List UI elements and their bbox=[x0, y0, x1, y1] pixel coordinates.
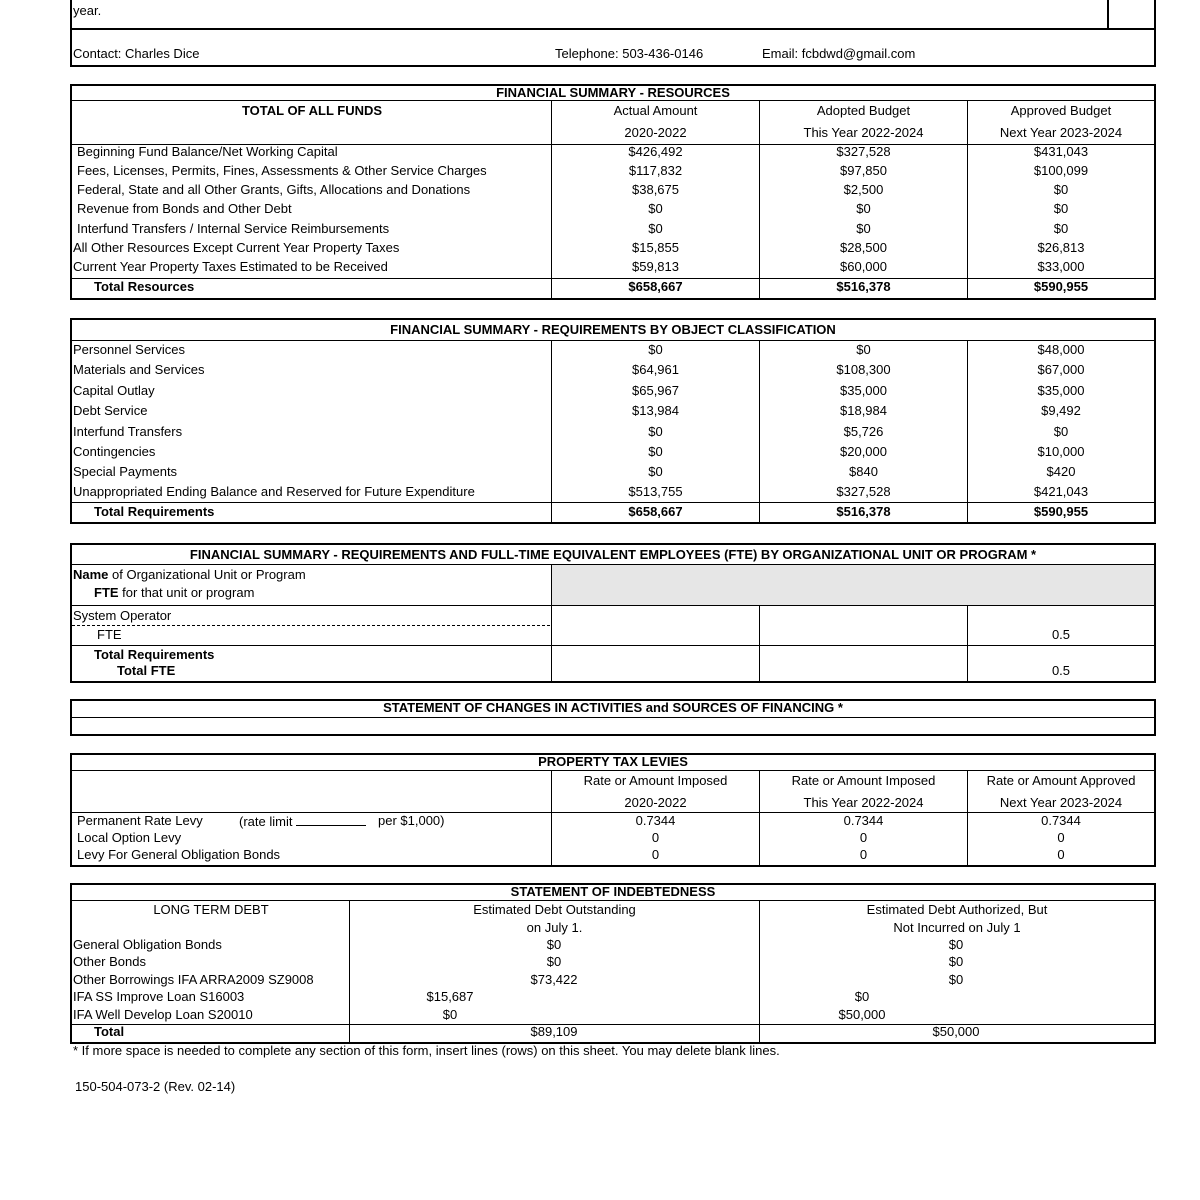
requirements-row-value: $327,528 bbox=[836, 484, 891, 499]
requirements-row-label: Contingencies bbox=[73, 444, 156, 459]
requirements-row-label: Capital Outlay bbox=[73, 383, 155, 398]
requirements-row-value: $10,000 bbox=[1037, 444, 1085, 459]
requirements-row-label: Interfund Transfers bbox=[73, 424, 183, 439]
contact-email: Email: fcbdwd@gmail.com bbox=[762, 46, 916, 61]
debt-row-outstanding: $0 bbox=[442, 1007, 458, 1022]
debt-row-label: General Obligation Bonds bbox=[73, 937, 222, 952]
levy-row-value: 0 bbox=[1057, 847, 1065, 862]
levy-row-value: 0 bbox=[859, 847, 868, 862]
debt-row-outstanding: $73,422 bbox=[530, 972, 578, 987]
requirements-row-value: $0 bbox=[648, 464, 663, 479]
debt-label-header: LONG TERM DEBT bbox=[153, 902, 269, 917]
resources-row-value: $431,043 bbox=[1033, 144, 1089, 159]
debt-col2-header-line1: Estimated Debt Authorized, But bbox=[866, 902, 1048, 917]
resources-row-value: $26,813 bbox=[1037, 240, 1085, 255]
levy-row-value: 0 bbox=[859, 830, 868, 845]
requirements-row-value: $35,000 bbox=[1037, 383, 1085, 398]
requirements-row-value: $20,000 bbox=[840, 444, 887, 459]
resources-row-label: Beginning Fund Balance/Net Working Capital bbox=[77, 144, 338, 159]
rate-limit-label: (rate limit bbox=[239, 814, 366, 829]
requirements-row-value: $513,755 bbox=[628, 484, 683, 499]
requirements-row-value: $65,967 bbox=[632, 383, 679, 398]
requirements-total-value: $658,667 bbox=[628, 504, 683, 519]
requirements-total-value: $516,378 bbox=[836, 504, 891, 519]
debt-row-authorized: $0 bbox=[854, 989, 870, 1004]
requirements-title: FINANCIAL SUMMARY - REQUIREMENTS BY OBJECT CLASSIFICATION bbox=[390, 322, 836, 337]
requirements-row-value: $0 bbox=[856, 342, 871, 357]
debt-col2-header-line2: Not Incurred on July 1 bbox=[893, 920, 1021, 935]
requirements-row-value: $18,984 bbox=[840, 403, 887, 418]
requirements-row-value: $48,000 bbox=[1037, 342, 1085, 357]
requirements-row-value: $64,961 bbox=[632, 362, 679, 377]
requirements-total-label: Total Requirements bbox=[94, 504, 215, 519]
debt-row-outstanding: $0 bbox=[546, 937, 562, 952]
levies-col-header: Rate or Amount Imposed bbox=[583, 773, 728, 788]
resources-col-header: Actual Amount bbox=[613, 103, 698, 118]
fte-title: FINANCIAL SUMMARY - REQUIREMENTS AND FULL-TIME EQUIVALENT EMPLOYEES (FTE) BY ORGANIZATIONAL UNIT OR PROGRAM * bbox=[189, 547, 1037, 562]
resources-row-value: $33,000 bbox=[1037, 259, 1085, 274]
levy-row-label: Local Option Levy bbox=[77, 830, 182, 845]
debt-total-outstanding: $89,109 bbox=[530, 1024, 578, 1039]
requirements-row-value: $35,000 bbox=[840, 383, 887, 398]
footnote: * If more space is needed to complete any section of this form, insert lines (rows) on this sheet. You may delete blank lines. bbox=[73, 1043, 780, 1058]
permanent-rate-levy-value: 0.7344 bbox=[843, 813, 884, 828]
resources-col-header: Approved Budget bbox=[1010, 103, 1112, 118]
resources-total-value: $658,667 bbox=[628, 279, 683, 294]
levies-col-header-year: 2020-2022 bbox=[624, 795, 687, 810]
resources-row-label: Current Year Property Taxes Estimated to be Received bbox=[73, 259, 388, 274]
contact-name: Contact: Charles Dice bbox=[73, 46, 200, 61]
statement-changes-title: STATEMENT OF CHANGES IN ACTIVITIES and SOURCES OF FINANCING * bbox=[383, 700, 843, 715]
year-fragment: year. bbox=[73, 3, 102, 18]
resources-row-value: $0 bbox=[856, 201, 871, 216]
resources-row-value: $117,832 bbox=[628, 163, 683, 178]
debt-row-authorized: $0 bbox=[948, 937, 964, 952]
resources-row-label: Revenue from Bonds and Other Debt bbox=[77, 201, 292, 216]
requirements-row-label: Debt Service bbox=[73, 403, 148, 418]
resources-row-value: $0 bbox=[1053, 182, 1069, 197]
levy-row-value: 0 bbox=[651, 830, 660, 845]
resources-row-value: $100,099 bbox=[1033, 163, 1089, 178]
resources-row-value: $0 bbox=[648, 201, 663, 216]
debt-row-authorized: $0 bbox=[948, 972, 964, 987]
resources-row-value: $0 bbox=[1053, 221, 1069, 236]
resources-row-label: Fees, Licenses, Permits, Fines, Assessments & Other Service Charges bbox=[77, 163, 487, 178]
requirements-row-value: $108,300 bbox=[836, 362, 891, 377]
fte-unit-fte-value: 0.5 bbox=[1051, 627, 1071, 642]
fte-unit-fte-label: FTE bbox=[97, 627, 122, 642]
resources-title: FINANCIAL SUMMARY - RESOURCES bbox=[496, 85, 730, 100]
resources-row-value: $327,528 bbox=[836, 144, 891, 159]
resources-row-value: $60,000 bbox=[840, 259, 887, 274]
fte-unit-name: System Operator bbox=[73, 608, 172, 623]
resources-row-value: $426,492 bbox=[628, 144, 683, 159]
contact-telephone: Telephone: 503-436-0146 bbox=[555, 46, 704, 61]
resources-total-value: $516,378 bbox=[836, 279, 891, 294]
fte-total-fte-label: Total FTE bbox=[117, 663, 176, 678]
fte-total-requirements-label: Total Requirements bbox=[94, 647, 215, 662]
requirements-row-label: Materials and Services bbox=[73, 362, 205, 377]
debt-title: STATEMENT OF INDEBTEDNESS bbox=[510, 884, 716, 899]
fte-fte-header: FTE for that unit or program bbox=[94, 585, 255, 600]
debt-col1-header-line2: on July 1. bbox=[526, 920, 583, 935]
resources-row-value: $97,850 bbox=[840, 163, 887, 178]
debt-row-authorized: $50,000 bbox=[838, 1007, 886, 1022]
resources-row-value: $0 bbox=[856, 221, 871, 236]
requirements-row-label: Unappropriated Ending Balance and Reserved for Future Expenditure bbox=[73, 484, 475, 499]
requirements-row-value: $421,043 bbox=[1033, 484, 1089, 499]
resources-total-label: Total Resources bbox=[94, 279, 195, 294]
levy-row-label: Levy For General Obligation Bonds bbox=[77, 847, 281, 862]
debt-row-authorized: $0 bbox=[948, 954, 964, 969]
levy-row-value: 0 bbox=[651, 847, 660, 862]
requirements-row-value: $0 bbox=[648, 444, 663, 459]
fte-total-fte-value: 0.5 bbox=[1051, 663, 1071, 678]
resources-col-header: Adopted Budget bbox=[816, 103, 911, 118]
levies-col-header-year: This Year 2022-2024 bbox=[803, 795, 924, 810]
levies-col-header: Rate or Amount Imposed bbox=[791, 773, 936, 788]
resources-total-value: $590,955 bbox=[1033, 279, 1089, 294]
resources-col-header-year: This Year 2022-2024 bbox=[803, 125, 924, 140]
debt-col1-header-line1: Estimated Debt Outstanding bbox=[473, 902, 636, 917]
form-number: 150-504-073-2 (Rev. 02-14) bbox=[75, 1079, 236, 1094]
permanent-rate-levy-value: 0.7344 bbox=[1041, 813, 1081, 828]
requirements-row-value: $67,000 bbox=[1037, 362, 1085, 377]
requirements-row-value: $5,726 bbox=[843, 424, 884, 439]
resources-row-value: $0 bbox=[1053, 201, 1069, 216]
debt-row-label: Other Borrowings IFA ARRA2009 SZ9008 bbox=[73, 972, 314, 987]
levies-col-header: Rate or Amount Approved bbox=[986, 773, 1136, 788]
resources-col-header-year: 2020-2022 bbox=[624, 125, 687, 140]
levy-row-value: 0 bbox=[1057, 830, 1065, 845]
requirements-row-value: $420 bbox=[1046, 464, 1076, 479]
resources-label-header: TOTAL OF ALL FUNDS bbox=[241, 103, 383, 118]
requirements-row-value: $9,492 bbox=[1041, 403, 1081, 418]
levies-title: PROPERTY TAX LEVIES bbox=[538, 754, 688, 769]
resources-row-value: $2,500 bbox=[843, 182, 884, 197]
requirements-total-value: $590,955 bbox=[1033, 504, 1089, 519]
debt-row-label: Other Bonds bbox=[73, 954, 146, 969]
resources-row-label: Federal, State and all Other Grants, Gifts, Allocations and Donations bbox=[77, 182, 471, 197]
debt-total-label: Total bbox=[94, 1024, 125, 1039]
requirements-row-label: Special Payments bbox=[73, 464, 178, 479]
debt-row-outstanding: $0 bbox=[546, 954, 562, 969]
permanent-rate-levy-value: 0.7344 bbox=[635, 813, 676, 828]
resources-row-label: Interfund Transfers / Internal Service Reimbursements bbox=[77, 221, 390, 236]
resources-row-value: $0 bbox=[648, 221, 663, 236]
resources-col-header-year: Next Year 2023-2024 bbox=[999, 125, 1123, 140]
requirements-row-value: $0 bbox=[1053, 424, 1069, 439]
requirements-row-label: Personnel Services bbox=[73, 342, 185, 357]
debt-row-label: IFA SS Improve Loan S16003 bbox=[73, 989, 245, 1004]
levies-col-header-year: Next Year 2023-2024 bbox=[999, 795, 1123, 810]
requirements-row-value: $840 bbox=[849, 464, 878, 479]
resources-row-label: All Other Resources Except Current Year Property Taxes bbox=[73, 240, 400, 255]
resources-row-value: $38,675 bbox=[632, 182, 679, 197]
per-1000-label: per $1,000) bbox=[378, 813, 445, 828]
resources-row-value: $59,813 bbox=[632, 259, 679, 274]
requirements-row-value: $0 bbox=[648, 424, 663, 439]
debt-row-label: IFA Well Develop Loan S20010 bbox=[73, 1007, 253, 1022]
resources-row-value: $28,500 bbox=[840, 240, 887, 255]
resources-row-value: $15,855 bbox=[632, 240, 679, 255]
debt-total-authorized: $50,000 bbox=[932, 1024, 980, 1039]
permanent-rate-levy-label: Permanent Rate Levy bbox=[77, 813, 203, 828]
fte-name-header: Name of Organizational Unit or Program bbox=[73, 567, 306, 582]
debt-row-outstanding: $15,687 bbox=[426, 989, 474, 1004]
requirements-row-value: $13,984 bbox=[632, 403, 679, 418]
requirements-row-value: $0 bbox=[648, 342, 663, 357]
